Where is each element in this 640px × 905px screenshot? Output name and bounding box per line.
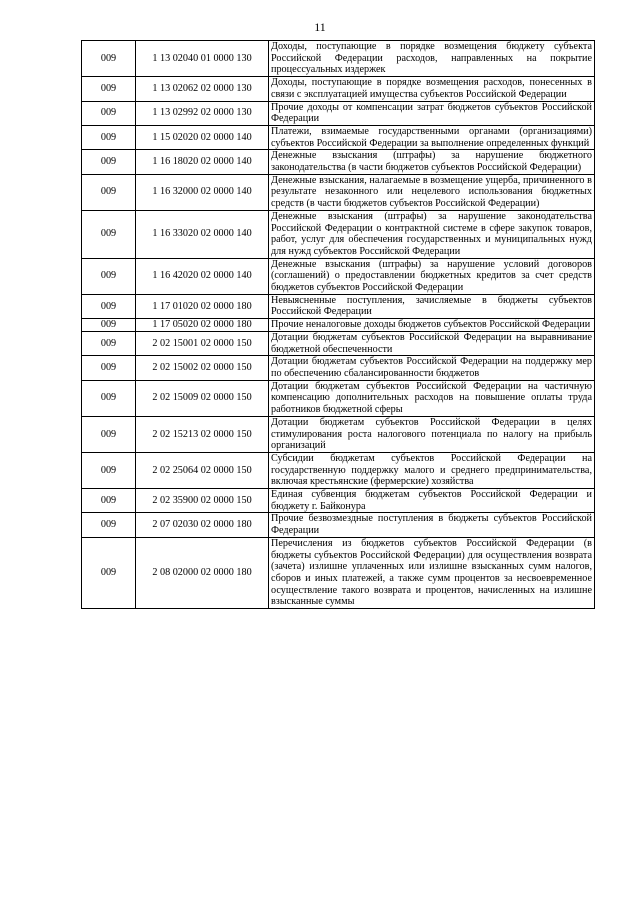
table-row xyxy=(82,41,595,77)
admin-code-cell: 009 xyxy=(82,258,136,294)
admin-code-cell: 009 xyxy=(82,294,136,318)
income-code-cell: 1 13 02040 01 0000 130 xyxy=(136,41,269,77)
income-name-cell: Платежи, взимаемые государственными органами (организациями) субъектов Российской Федерации за выполнение определенных функций xyxy=(269,125,595,149)
table-row xyxy=(82,380,595,416)
admin-code-cell: 009 xyxy=(82,77,136,101)
income-code-cell: 2 02 15001 02 0000 150 xyxy=(136,331,269,355)
table-row xyxy=(82,452,595,488)
admin-code-cell: 009 xyxy=(82,331,136,355)
income-code-cell: 1 16 32000 02 0000 140 xyxy=(136,174,269,210)
admin-code-cell: 009 xyxy=(82,513,136,537)
table-row xyxy=(82,537,595,608)
income-code-cell: 2 02 15213 02 0000 150 xyxy=(136,416,269,452)
admin-code-cell: 009 xyxy=(82,356,136,380)
income-name-cell: Перечисления из бюджетов субъектов Российской Федерации (в бюджеты субъектов Российской Федерации) для осуществления возврата (зачета) излишне уплаченных или излишне взысканных сумм налогов, сборов и иных платежей, а также сумм процентов за несвоевременное осуществление такого возврата и процентов, начисленных на излишне взысканные суммы xyxy=(269,537,595,608)
admin-code-cell: 009 xyxy=(82,537,136,608)
table-row xyxy=(82,77,595,101)
table-row xyxy=(82,356,595,380)
income-code-cell: 2 02 15002 02 0000 150 xyxy=(136,356,269,380)
admin-code-cell: 009 xyxy=(82,319,136,332)
income-code-cell: 2 08 02000 02 0000 180 xyxy=(136,537,269,608)
table-row xyxy=(82,416,595,452)
income-name-cell: Доходы, поступающие в порядке возмещения расходов, понесенных в связи с эксплуатацией имущества субъектов Российской Федерации xyxy=(269,77,595,101)
admin-code-cell: 009 xyxy=(82,174,136,210)
income-code-cell: 1 16 33020 02 0000 140 xyxy=(136,210,269,258)
page-number: 11 xyxy=(314,20,326,34)
income-code-cell: 1 15 02020 02 0000 140 xyxy=(136,125,269,149)
table-row xyxy=(82,125,595,149)
income-name-cell: Денежные взыскания, налагаемые в возмещение ущерба, причиненного в результате незаконного или нецелевого использования бюджетных средств (в части бюджетов субъектов Российской Федерации) xyxy=(269,174,595,210)
admin-code-cell: 009 xyxy=(82,101,136,125)
income-name-cell: Денежные взыскания (штрафы) за нарушение условий договоров (соглашений) о предоставлении бюджетных кредитов за счет средств бюджетов субъектов Российской Федерации xyxy=(269,258,595,294)
income-name-cell: Дотации бюджетам субъектов Российской Федерации на поддержку мер по обеспечению сбалансированности бюджетов xyxy=(269,356,595,380)
income-code-cell: 2 02 25064 02 0000 150 xyxy=(136,452,269,488)
income-codes-body xyxy=(82,41,595,609)
income-name-cell: Денежные взыскания (штрафы) за нарушение законодательства Российской Федерации о контрактной системе в сфере закупок товаров, работ, услуг для обеспечения государственных и муниципальных нужд для нужд субъектов Российской Федерации xyxy=(269,210,595,258)
table-row xyxy=(82,210,595,258)
admin-code-cell: 009 xyxy=(82,150,136,174)
income-name-cell: Прочие доходы от компенсации затрат бюджетов субъектов Российской Федерации xyxy=(269,101,595,125)
income-name-cell: Дотации бюджетам субъектов Российской Федерации в целях стимулирования роста налогового потенциала по налогу на прибыль организаций xyxy=(269,416,595,452)
income-name-cell: Прочие безвозмездные поступления в бюджеты субъектов Российской Федерации xyxy=(269,513,595,537)
table-row xyxy=(82,101,595,125)
income-name-cell: Денежные взыскания (штрафы) за нарушение бюджетного законодательства (в части бюджетов субъектов Российской Федерации) xyxy=(269,150,595,174)
table-row xyxy=(82,319,595,332)
income-name-cell: Субсидии бюджетам субъектов Российской Федерации на государственную поддержку малого и среднего предпринимательства, включая крестьянские (фермерские) хозяйства xyxy=(269,452,595,488)
income-code-cell: 1 17 01020 02 0000 180 xyxy=(136,294,269,318)
income-code-cell: 2 02 35900 02 0000 150 xyxy=(136,489,269,513)
admin-code-cell: 009 xyxy=(82,41,136,77)
income-code-cell: 1 16 42020 02 0000 140 xyxy=(136,258,269,294)
income-code-cell: 2 07 02030 02 0000 180 xyxy=(136,513,269,537)
admin-code-cell: 009 xyxy=(82,489,136,513)
income-code-cell: 1 17 05020 02 0000 180 xyxy=(136,319,269,332)
income-codes-table xyxy=(81,40,595,609)
admin-code-cell: 009 xyxy=(82,210,136,258)
income-name-cell: Доходы, поступающие в порядке возмещения бюджету субъекта Российской Федерации расходов, направленных на покрытие процессуальных издержек xyxy=(269,41,595,77)
admin-code-cell: 009 xyxy=(82,416,136,452)
income-code-cell: 2 02 15009 02 0000 150 xyxy=(136,380,269,416)
income-name-cell: Дотации бюджетам субъектов Российской Федерации на частичную компенсацию дополнительных расходов на повышение оплаты труда работников бюджетной сферы xyxy=(269,380,595,416)
income-code-cell: 1 13 02992 02 0000 130 xyxy=(136,101,269,125)
income-name-cell: Невыясненные поступления, зачисляемые в бюджеты субъектов Российской Федерации xyxy=(269,294,595,318)
admin-code-cell: 009 xyxy=(82,125,136,149)
table-row xyxy=(82,258,595,294)
table-row xyxy=(82,489,595,513)
income-name-cell: Единая субвенция бюджетам субъектов Российской Федерации и бюджету г. Байконура xyxy=(269,489,595,513)
income-name-cell: Дотации бюджетам субъектов Российской Федерации на выравнивание бюджетной обеспеченности xyxy=(269,331,595,355)
table-row xyxy=(82,174,595,210)
table-row xyxy=(82,513,595,537)
income-code-cell: 1 16 18020 02 0000 140 xyxy=(136,150,269,174)
income-code-cell: 1 13 02062 02 0000 130 xyxy=(136,77,269,101)
admin-code-cell: 009 xyxy=(82,452,136,488)
income-name-cell: Прочие неналоговые доходы бюджетов субъектов Российской Федерации xyxy=(269,319,595,332)
admin-code-cell: 009 xyxy=(82,380,136,416)
table-row xyxy=(82,150,595,174)
table-row xyxy=(82,331,595,355)
table-row xyxy=(82,294,595,318)
